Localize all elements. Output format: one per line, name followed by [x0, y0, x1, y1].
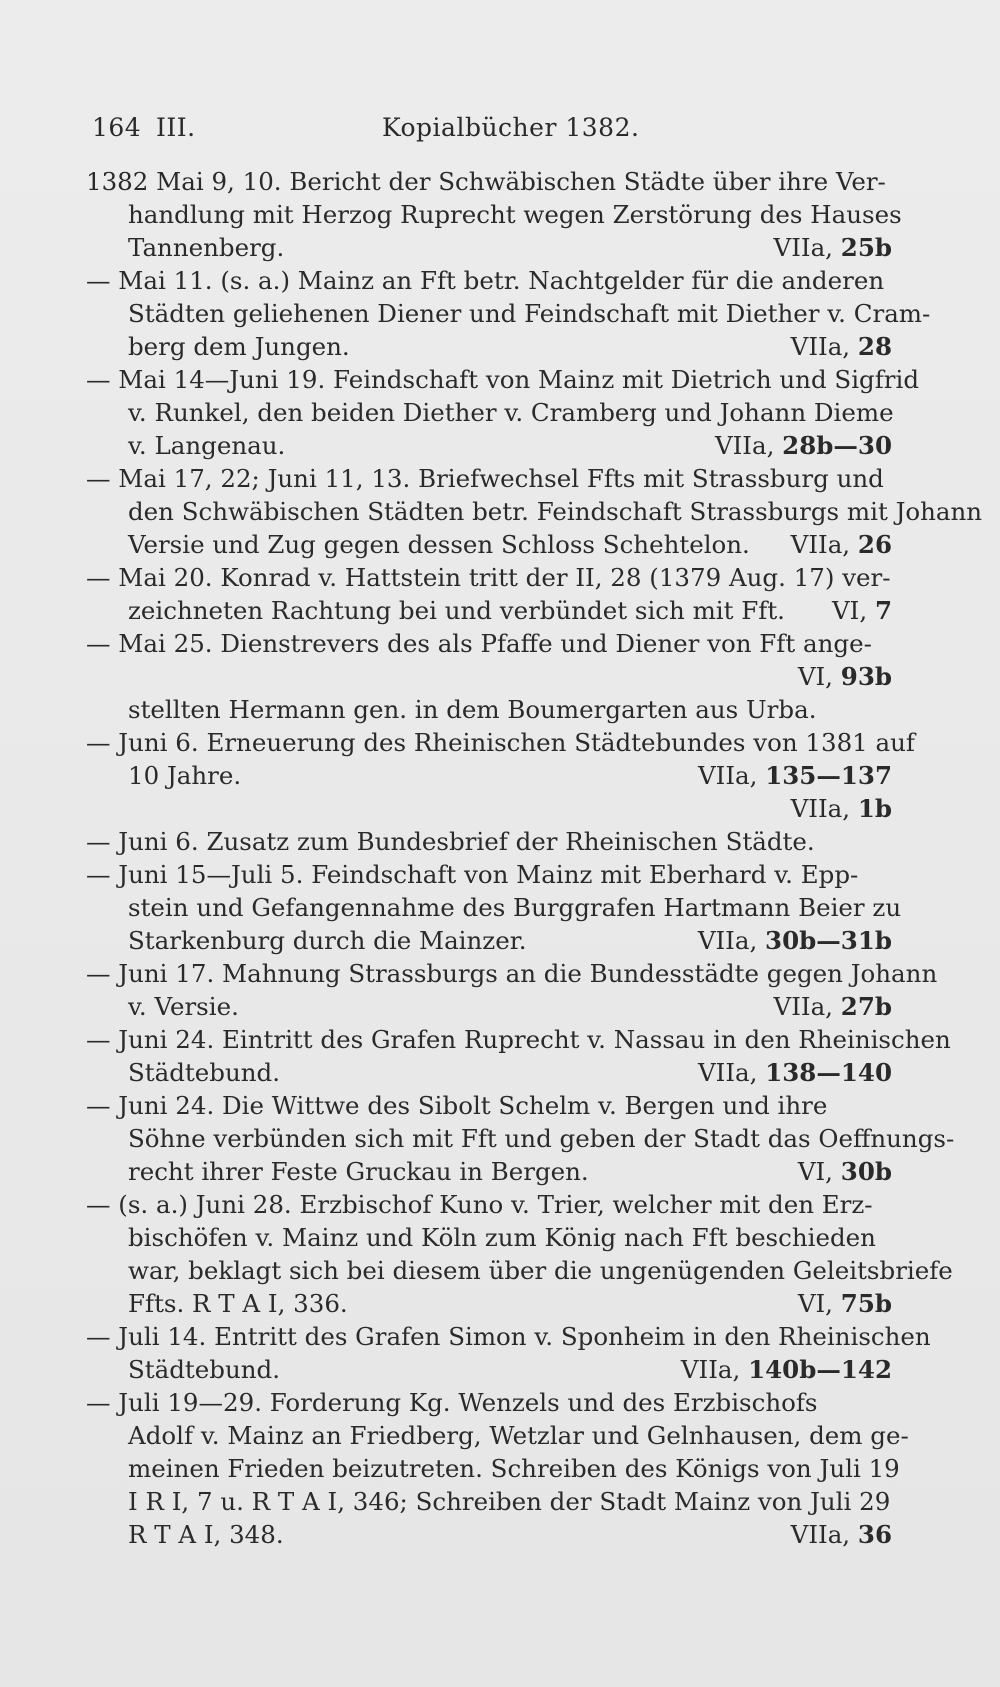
entry-line: Adolf v. Mainz an Friedberg, Wetzlar und Gelnhausen, dem ge- — [128, 1421, 909, 1450]
entry-line: Städtebund. — [128, 1355, 280, 1384]
entry-line: war, beklagt sich bei diesem über die ungenügenden Geleitsbriefe — [128, 1256, 953, 1285]
entry-line: Söhne verbünden sich mit Fft und geben der Stadt das Oeffnungs- — [128, 1124, 955, 1153]
archive-reference — [791, 528, 892, 561]
reference-folio: 1b — [857, 794, 892, 823]
reference-volume: VIIa, — [697, 926, 766, 955]
reference-volume: VIIa, — [790, 794, 858, 823]
entry-line: Städtebund. — [128, 1058, 280, 1087]
entry-line: stein und Gefangennahme des Burggrafen Hartmann Beier zu — [128, 893, 902, 922]
entry-line: v. Versie. — [128, 992, 239, 1021]
reference-volume: VIIa, — [790, 1520, 858, 1549]
reference-volume: VIIa, — [790, 332, 858, 361]
entry-line: — Juli 14. Entritt des Grafen Simon v. Sponheim in den Rheinischen — [86, 1322, 931, 1351]
reference-folio: 75b — [840, 1289, 892, 1318]
reference-volume: VI, — [797, 662, 841, 691]
entry-line: — Mai 17, 22; Juni 11, 13. Briefwechsel Ffts mit Strassburg und — [86, 464, 884, 493]
reference-folio: 26 — [857, 530, 892, 559]
reference-folio: 140b—142 — [748, 1355, 892, 1384]
page-number: 164 — [92, 113, 142, 142]
register-entries — [86, 165, 983, 1551]
entry-line: — Juni 6. Erneuerung des Rheinischen Städtebundes von 1381 auf — [86, 728, 916, 757]
reference-volume: VIIa, — [714, 431, 783, 460]
entry-line: — Juni 24. Eintritt des Grafen Ruprecht v. Nassau in den Rheinischen — [86, 1025, 951, 1054]
running-title: Kopialbücher 1382. — [382, 113, 640, 142]
register-entry — [86, 1320, 931, 1386]
register-entry — [86, 1188, 953, 1320]
entry-line: Versie und Zug gegen dessen Schloss Schehtelon. — [128, 530, 750, 559]
reference-folio: 25b — [840, 233, 892, 262]
archive-reference — [698, 924, 892, 957]
entry-line: — Mai 11. (s. a.) Mainz an Fft betr. Nachtgelder für die anderen — [86, 266, 885, 295]
entry-line: — Juni 24. Die Wittwe des Sibolt Schelm v. Bergen und ihre — [86, 1091, 828, 1120]
archive-reference — [832, 594, 892, 627]
entry-line: — Mai 20. Konrad v. Hattstein tritt der II, 28 (1379 Aug. 17) ver- — [86, 563, 891, 592]
entry-line: v. Langenau. — [128, 431, 286, 460]
entry-line: meinen Frieden beizutreten. Schreiben des Königs von Juli 19 — [128, 1454, 900, 1483]
register-entry — [86, 462, 983, 561]
reference-volume: VI, — [831, 596, 875, 625]
reference-volume: VIIa, — [790, 530, 858, 559]
register-entry — [86, 792, 892, 858]
register-entry — [86, 1386, 909, 1551]
section-number: III. — [156, 113, 196, 142]
archive-reference — [681, 1353, 892, 1386]
reference-volume: VI, — [797, 1157, 841, 1186]
entry-line: Tannenberg. — [128, 233, 285, 262]
reference-folio: 30b—31b — [765, 926, 892, 955]
archive-reference — [798, 1155, 892, 1188]
reference-folio: 27b — [840, 992, 892, 1021]
register-entry — [86, 1089, 955, 1188]
archive-reference — [791, 1518, 892, 1551]
entry-line: zeichneten Rachtung bei und verbündet sich mit Fft. — [128, 596, 785, 625]
archive-reference — [698, 1056, 892, 1089]
register-entry — [86, 726, 916, 792]
entry-line: — Juni 17. Mahnung Strassburgs an die Bundesstädte gegen Johann — [86, 959, 938, 988]
entry-line: — Mai 14—Juni 19. Feindschaft von Mainz mit Dietrich und Sigfrid — [86, 365, 920, 394]
reference-folio: 28 — [857, 332, 892, 361]
register-entry — [86, 858, 902, 957]
entry-line: 1382 Mai 9, 10. Bericht der Schwäbischen Städte über ihre Ver- — [86, 167, 886, 196]
reference-folio: 93b — [840, 662, 892, 691]
entry-line: stellten Hermann gen. in dem Boumergarten aus Urba. — [128, 695, 817, 724]
archive-reference — [798, 1287, 892, 1320]
register-entry — [86, 363, 920, 462]
reference-volume: VIIa, — [773, 233, 841, 262]
entry-line: — (s. a.) Juni 28. Erzbischof Kuno v. Trier, welcher mit den Erz- — [86, 1190, 873, 1219]
entry-line: v. Runkel, den beiden Diether v. Cramberg und Johann Dieme — [128, 398, 894, 427]
entry-line: recht ihrer Feste Gruckau in Bergen. — [128, 1157, 589, 1186]
reference-folio: 30b — [840, 1157, 892, 1186]
entry-line: handlung mit Herzog Ruprecht wegen Zerstörung des Hauses — [128, 200, 902, 229]
register-entry — [86, 165, 902, 264]
register-entry — [86, 957, 938, 1023]
reference-volume: VIIa, — [697, 761, 766, 790]
archive-reference — [774, 990, 892, 1023]
register-entry — [86, 1023, 951, 1089]
reference-folio: 36 — [857, 1520, 892, 1549]
reference-volume: VIIa, — [773, 992, 841, 1021]
archive-reference — [698, 759, 892, 792]
entry-line: 10 Jahre. — [128, 761, 242, 790]
entry-line: I R I, 7 u. R T A I, 346; Schreiben der Stadt Mainz von Juli 29 — [128, 1487, 891, 1516]
entry-line: Ffts. R T A I, 336. — [128, 1289, 348, 1318]
reference-folio: 28b—30 — [782, 431, 892, 460]
reference-folio: 138—140 — [765, 1058, 892, 1087]
reference-volume: VI, — [797, 1289, 841, 1318]
entry-line: — Juli 19—29. Forderung Kg. Wenzels und des Erzbischofs — [86, 1388, 818, 1417]
archive-reference — [791, 792, 892, 825]
entry-line: — Mai 25. Dienstrevers des als Pfaffe und Diener von Fft ange- — [86, 629, 872, 658]
reference-folio: 135—137 — [765, 761, 892, 790]
entry-line: Starkenburg durch die Mainzer. — [128, 926, 527, 955]
archive-reference — [715, 429, 892, 462]
register-entry — [86, 561, 892, 627]
reference-folio: 7 — [874, 596, 892, 625]
reference-volume: VIIa, — [680, 1355, 749, 1384]
reference-volume: VIIa, — [697, 1058, 766, 1087]
archive-reference — [774, 231, 892, 264]
register-entry — [86, 627, 892, 726]
archive-reference — [791, 330, 892, 363]
entry-line: berg dem Jungen. — [128, 332, 350, 361]
entry-line: den Schwäbischen Städten betr. Feindschaft Strassburgs mit Johann — [128, 497, 983, 526]
entry-line: — Juni 6. Zusatz zum Bundesbrief der Rheinischen Städte. — [86, 827, 815, 856]
entry-line: — Juni 15—Juli 5. Feindschaft von Mainz mit Eberhard v. Epp- — [86, 860, 859, 889]
archive-reference — [798, 660, 892, 693]
entry-line: bischöfen v. Mainz und Köln zum König nach Fft beschieden — [128, 1223, 876, 1252]
entry-line: R T A I, 348. — [128, 1520, 284, 1549]
entry-line: Städten geliehenen Diener und Feindschaft mit Diether v. Cram- — [128, 299, 931, 328]
register-entry — [86, 264, 931, 363]
